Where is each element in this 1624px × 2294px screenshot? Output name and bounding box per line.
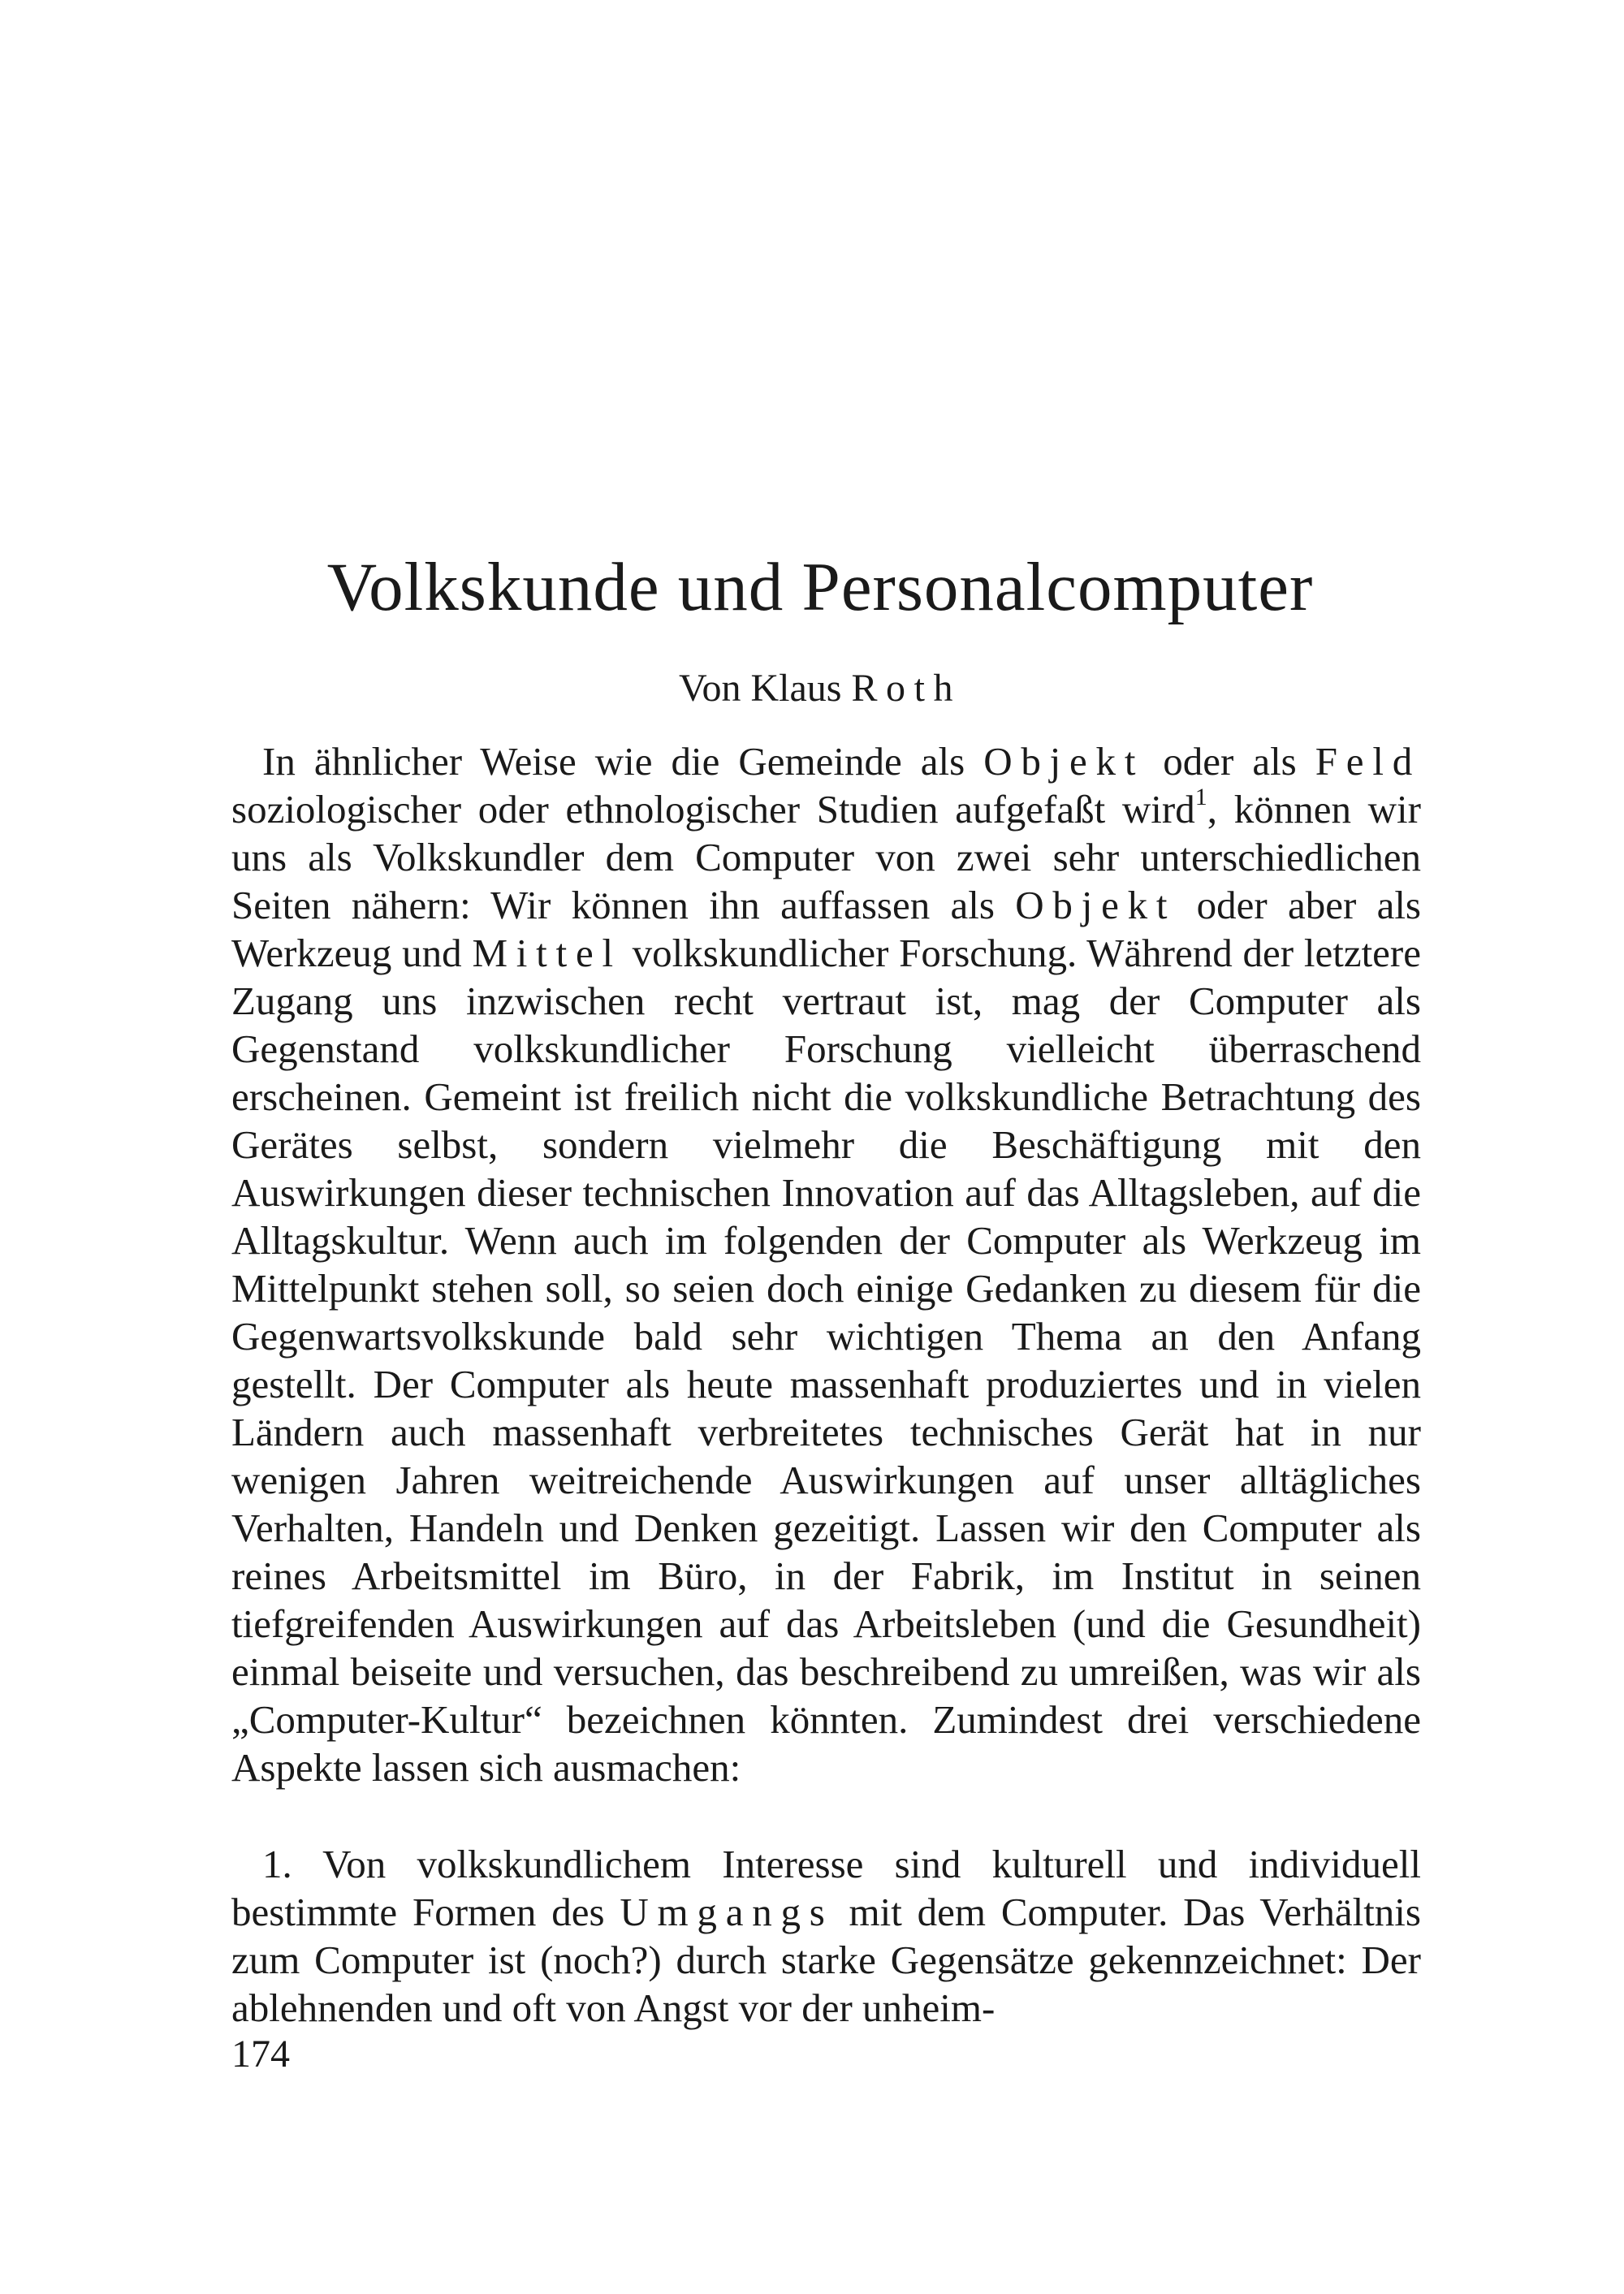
- text-run: oder aber als Werkzeug und: [231, 883, 1421, 975]
- article-title: Volkskunde und Personalcomputer: [326, 549, 1314, 625]
- text-run: In ähnlicher Weise wie die Gemeinde als: [262, 739, 984, 784]
- author-byline: [227, 664, 1413, 713]
- text-run: oder als: [1144, 739, 1315, 784]
- spaced-emphasis: Objekt: [983, 739, 1145, 784]
- byline-prefix: Von Klaus: [678, 667, 852, 710]
- body-paragraph: [231, 1840, 1421, 2032]
- spaced-emphasis: Mittel: [472, 931, 622, 975]
- author-name: Roth: [851, 667, 962, 710]
- page-number: 174: [231, 2033, 290, 2076]
- body-paragraph: [231, 737, 1421, 1791]
- article-body: [231, 737, 1421, 2032]
- footnote-marker: 1: [1194, 784, 1207, 810]
- text-run: 1. Von volkskundlichem Interesse sind kulturell und individuell bestimmte Formen des: [231, 1842, 1421, 1934]
- text-run: , können wir uns als Volkskundler dem Computer von zwei sehr unterschiedlichen Seiten nähern: Wir können ihn auffassen als: [231, 787, 1421, 927]
- spaced-emphasis: Objekt: [1015, 883, 1177, 927]
- text-run: volkskundlicher Forschung. Während der letztere Zugang uns inzwischen recht vertraut ist, mag der Computer als Gegenstand volkskundlicher Forschung vielleicht überraschend erscheinen. Gemeint ist freilich nicht die volkskundliche Betrachtung des Gerätes selbst, sondern vielmehr die Beschäftigung mit den Auswirkungen dieser technischen Innovation auf das Alltagsleben, auf die Alltagskultur. Wenn auch im folgenden der Computer als Werkzeug im Mittelpunkt stehen soll, so seien doch einige Gedanken zu diesem für die Gegenwartsvolkskunde bald sehr wichtigen Thema an den Anfang gestellt. Der Computer als heute massenhaft produziertes und in vielen Ländern auch massenhaft verbreitetes technisches Gerät hat in nur wenigen Jahren weitreichende Auswirkungen auf unser alltägliches Verhalten, Handeln und Denken gezeitigt. Lassen wir den Computer als reines Arbeitsmittel im Büro, in der Fabrik, im Institut in seinen tiefgreifenden Auswirkungen auf das Arbeitsleben (und die Gesundheit) einmal beiseite und versuchen, das beschreibend zu umreißen, was wir als „Computer-Kultur“ bezeichnen könnten. Zumindest drei verschiedene Aspekte lassen sich ausmachen:: [231, 931, 1421, 1790]
- text-run: mit dem Computer. Das Verhältnis zum Computer ist (noch?) durch starke Gegensätze gekennzeichnet: Der ablehnenden und oft von Angst vor der unheim-: [231, 1890, 1421, 2030]
- text-run: soziologischer oder ethnologischer Studien aufgefaßt wird: [231, 787, 1195, 832]
- spaced-emphasis: Feld: [1315, 739, 1421, 784]
- spaced-emphasis: Umgangs: [620, 1890, 834, 1934]
